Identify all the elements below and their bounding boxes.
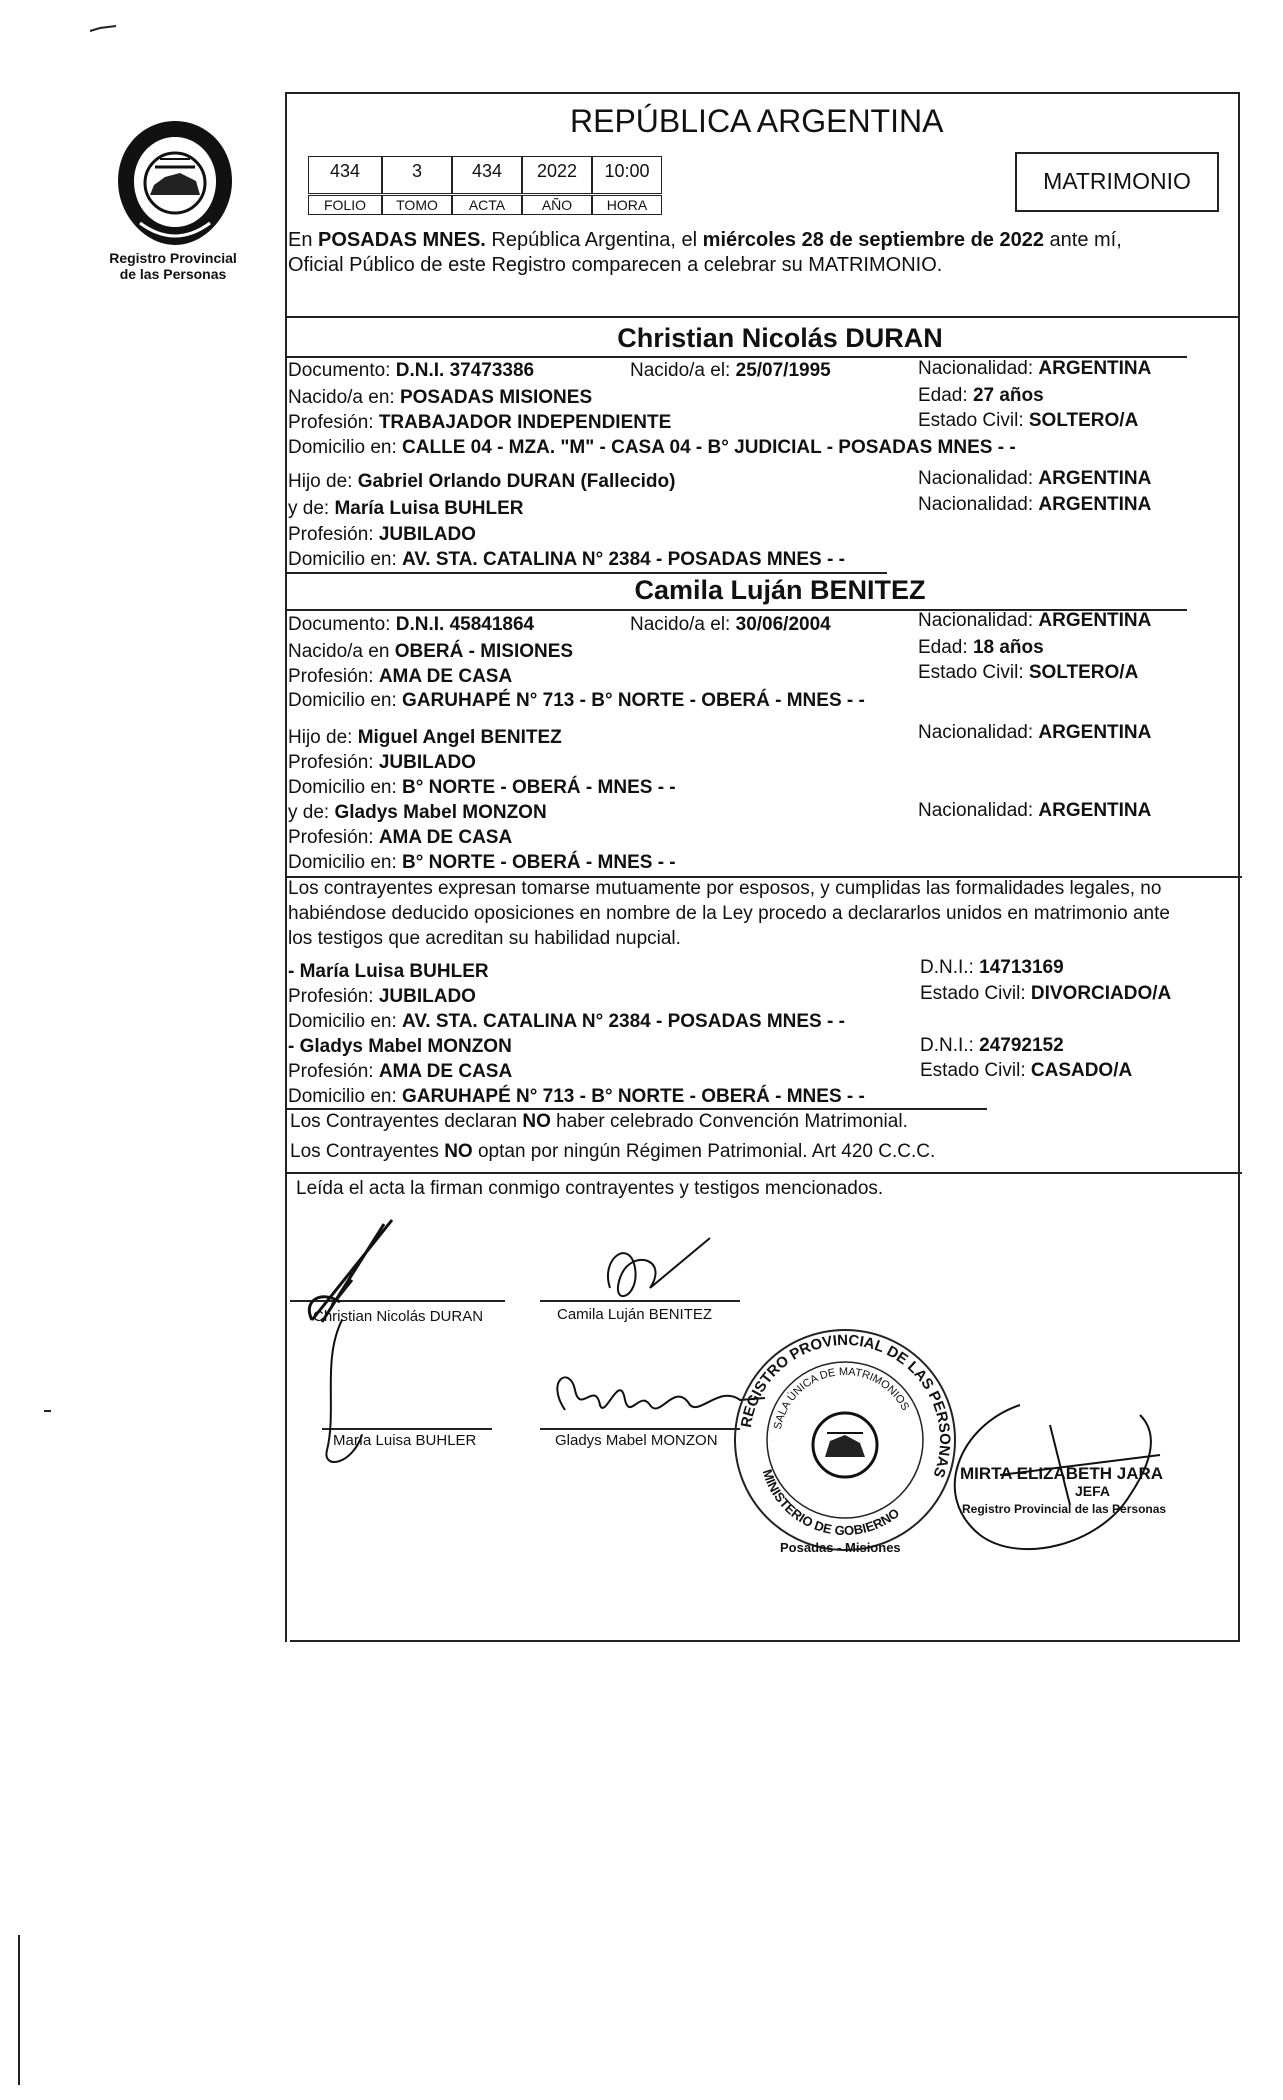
witness2-dni-label: D.N.I.: (920, 1035, 980, 1056)
tomo-label: TOMO (382, 195, 452, 215)
hora-value: 10:00 (592, 156, 662, 194)
stamp-emblem-icon (813, 1413, 877, 1477)
groom-birthplace (288, 387, 592, 409)
convention2-post: optan por ningún Régimen Patrimonial. Art 420 C.C.C. (472, 1141, 936, 1162)
bride-mother-nat-value: ARGENTINA (1038, 800, 1152, 821)
bride-name: Camila Luján BENITEZ (634, 575, 926, 605)
witness-section-underline (287, 1108, 987, 1110)
frame-left (285, 92, 287, 1642)
witness1-addr-value: AV. STA. CATALINA N° 2384 - POSADAS MNES - - (402, 1011, 845, 1032)
groom-addr-label: Domicilio en: (288, 437, 403, 458)
bride-mother-address (288, 852, 676, 874)
bride-father-addr-value: B° NORTE - OBERÁ - MNES - - (402, 777, 676, 798)
hora-label: HORA (592, 195, 662, 215)
bride-addr-label: Domicilio en: (288, 690, 403, 711)
convention2-no: NO (444, 1141, 473, 1162)
bride-age-label: Edad: (918, 637, 973, 658)
stamp-outer-text: REGISTRO PROVINCIAL DE LAS PERSONAS (737, 1331, 954, 1480)
bride-father-profession (288, 752, 476, 774)
groom-birthplace-value: POSADAS MISIONES (399, 387, 593, 408)
convention2-pre: Los Contrayentes (290, 1141, 445, 1162)
groom-age-label: Edad: (918, 385, 973, 406)
bride-civil-status (918, 662, 1138, 684)
acta-label: ACTA (452, 195, 522, 215)
registry-caption-line2: de las Personas (119, 266, 227, 282)
provincial-seal (110, 115, 240, 250)
groom-parents-prof-value: JUBILADO (378, 524, 476, 545)
witness1-name: - María Luisa BUHLER (288, 961, 489, 982)
witness1-civil-status (920, 983, 1171, 1005)
groom-civil-value: SOLTERO/A (1028, 410, 1139, 431)
groom-mother-nationality (918, 494, 1151, 516)
bride-father-prof-value: JUBILADO (378, 752, 476, 773)
witness1-addr-label: Domicilio en: (288, 1011, 403, 1032)
stamp-inner-text: SALA ÚNICA DE MATRIMONIOS (771, 1365, 912, 1431)
witness1-address (288, 1011, 845, 1033)
registry-caption-line1: Registro Provincial (109, 250, 237, 266)
official-title: JEFA (1075, 1483, 1111, 1499)
bride-mother-value: Gladys Mabel MONZON (334, 802, 547, 823)
groom-profession (288, 412, 671, 434)
groom-birthdate-value: 25/07/1995 (735, 360, 831, 381)
groom-birthdate (630, 360, 831, 382)
groom-nat-value: ARGENTINA (1038, 358, 1152, 379)
scan-mark-icon (88, 25, 118, 33)
bride-father-address (288, 777, 676, 799)
bride-prof-label: Profesión: (288, 666, 379, 687)
groom-birthplace-label: Nacido/a en: (288, 387, 400, 408)
witness1-profession (288, 986, 476, 1008)
bride-mother-addr-label: Domicilio en: (288, 852, 403, 873)
groom-parents-addr-value: AV. STA. CATALINA N° 2384 - POSADAS MNES - - (402, 549, 845, 570)
bride-mother-prof-label: Profesión: (288, 827, 379, 848)
groom-father-value: Gabriel Orlando DURAN (Fallecido) (357, 471, 676, 492)
groom-mother-value: María Luisa BUHLER (334, 498, 524, 519)
frame-bottom (290, 1640, 1240, 1642)
intro-line2: Oficial Público de este Registro comparecen a celebrar su MATRIMONIO. (288, 254, 943, 276)
witness2-prof-label: Profesión: (288, 1061, 379, 1082)
intro-pre: En (288, 229, 319, 251)
bride-doc-label: Documento: (288, 614, 396, 635)
convention1-pre: Los Contrayentes declaran (290, 1111, 523, 1132)
left-margin-vertical (18, 1935, 20, 2085)
convention-divider (287, 1172, 1242, 1174)
bride-doc-value: D.N.I. 45841864 (395, 614, 535, 635)
declaration-line1: Los contrayentes expresan tomarse mutuamente por esposos, y cumplidas las formalidades legales, no (288, 878, 1162, 899)
bride-mother-profession (288, 827, 512, 849)
bride-father-prof-label: Profesión: (288, 752, 379, 773)
groom-prof-label: Profesión: (288, 412, 379, 433)
witness2-name: - Gladys Mabel MONZON (288, 1036, 512, 1057)
bride-father (288, 727, 562, 749)
bride-civil-label: Estado Civil: (918, 662, 1029, 683)
witness2-dni-value: 24792152 (979, 1035, 1064, 1056)
groom-parents-addr-label: Domicilio en: (288, 549, 403, 570)
convention-line1 (290, 1111, 908, 1133)
bride-addr-value: GARUHAPÉ N° 713 - B° NORTE - OBERÁ - MNES - - (402, 690, 865, 711)
groom-name: Christian Nicolás DURAN (617, 323, 943, 353)
tomo-value: 3 (382, 156, 452, 194)
groom-parents-profession (288, 524, 476, 546)
groom-father-label: Hijo de: (288, 471, 358, 492)
groom-nat-label: Nacionalidad: (918, 358, 1039, 379)
bride-nationality (918, 610, 1151, 632)
bride-birthplace (288, 641, 573, 663)
bride-father-value: Miguel Angel BENITEZ (357, 727, 562, 748)
groom-mother-nat-label: Nacionalidad: (918, 494, 1039, 515)
witness1-dni (920, 957, 1064, 979)
groom-nationality (918, 358, 1151, 380)
convention1-post: haber celebrado Convención Matrimonial. (550, 1111, 908, 1132)
bride-signature-label: Camila Luján BENITEZ (557, 1306, 713, 1323)
convention1-no: NO (522, 1111, 551, 1132)
witness1-dni-value: 14713169 (979, 957, 1064, 978)
groom-parents-address (288, 549, 845, 571)
groom-address (288, 437, 1016, 459)
groom-prof-value: TRABAJADOR INDEPENDIENTE (378, 412, 672, 433)
witness1-prof-value: JUBILADO (378, 986, 476, 1007)
witness2-dni (920, 1035, 1064, 1057)
declaration-line2: habiéndose deducido oposiciones en nombre de la Ley procedo a declararlos unidos en matrimonio ante (288, 903, 1170, 924)
closing-text: Leída el acta la firman conmigo contrayentes y testigos mencionados. (296, 1178, 884, 1199)
bride-mother-addr-value: B° NORTE - OBERÁ - MNES - - (402, 852, 676, 873)
bride-address (288, 690, 865, 712)
bride-age-value: 18 años (972, 637, 1044, 658)
groom-addr-value: CALLE 04 - MZA. "M" - CASA 04 - B° JUDICIAL - POSADAS MNES - - (402, 437, 1016, 458)
witness2-signature-label: Gladys Mabel MONZON (555, 1432, 718, 1449)
intro-place: POSADAS MNES. (318, 229, 486, 251)
ano-value: 2022 (522, 156, 592, 194)
bride-age (918, 637, 1044, 659)
ano-label: AÑO (522, 195, 592, 215)
groom-father-nationality (918, 468, 1151, 490)
groom-civil-status (918, 410, 1138, 432)
witness1-civil-value: DIVORCIADO/A (1030, 983, 1172, 1004)
groom-signature-label: Christian Nicolás DURAN (313, 1308, 484, 1325)
left-margin-mark (44, 1410, 51, 1412)
groom-doc-value: D.N.I. 37473386 (395, 360, 535, 381)
record-type: MATRIMONIO (1043, 168, 1191, 194)
groom-mother (288, 498, 523, 520)
bride-mother-prof-value: AMA DE CASA (378, 827, 513, 848)
bride-birthplace-label: Nacido/a en (288, 641, 395, 662)
stamp-bottom-text: MINISTERIO DE GOBIERNO (759, 1467, 903, 1539)
bride-mother (288, 802, 547, 824)
bride-prof-value: AMA DE CASA (378, 666, 513, 687)
registry-stamp (730, 1325, 960, 1555)
groom-doc-label: Documento: (288, 360, 396, 381)
bride-birthdate-value: 30/06/2004 (735, 614, 831, 635)
header-divider (285, 316, 1240, 318)
bride-document (288, 614, 534, 636)
witness2-profession (288, 1061, 512, 1083)
witness1-signature-label: María Luisa BUHLER (333, 1432, 477, 1449)
bride-profession (288, 666, 512, 688)
witness2-addr-label: Domicilio en: (288, 1086, 403, 1107)
groom-parents-prof-label: Profesión: (288, 524, 379, 545)
bride-father-label: Hijo de: (288, 727, 358, 748)
scan-mark (88, 20, 118, 28)
intro-post: ante mí, (1043, 229, 1122, 251)
bride-civil-value: SOLTERO/A (1028, 662, 1139, 683)
groom-mother-label: y de: (288, 498, 335, 519)
witness1-prof-label: Profesión: (288, 986, 379, 1007)
groom-section-underline (287, 572, 887, 574)
bride-father-nat-value: ARGENTINA (1038, 722, 1152, 743)
bride-birthdate-label: Nacido/a el: (630, 614, 736, 635)
groom-father-nat-value: ARGENTINA (1038, 468, 1152, 489)
frame-top (285, 92, 1240, 94)
bride-father-addr-label: Domicilio en: (288, 777, 403, 798)
bride-mother-nat-label: Nacionalidad: (918, 800, 1039, 821)
groom-age-value: 27 años (972, 385, 1044, 406)
bride-nat-label: Nacionalidad: (918, 610, 1039, 631)
stamp-city: Posadas - Misiones (780, 1540, 901, 1555)
groom-signature (292, 1210, 412, 1480)
registry-caption (98, 250, 248, 282)
intro-date: miércoles 28 de septiembre de 2022 (702, 229, 1044, 251)
groom-civil-label: Estado Civil: (918, 410, 1029, 431)
groom-document (288, 360, 534, 382)
official-name: MIRTA ELIZABETH JARA (960, 1464, 1164, 1483)
groom-father-nat-label: Nacionalidad: (918, 468, 1039, 489)
official-org: Registro Provincial de las Personas (962, 1502, 1167, 1516)
country-title: REPÚBLICA ARGENTINA (570, 103, 944, 139)
groom-mother-nat-value: ARGENTINA (1038, 494, 1152, 515)
witness2-prof-value: AMA DE CASA (378, 1061, 513, 1082)
bride-nat-value: ARGENTINA (1038, 610, 1152, 631)
witness2-address (288, 1086, 865, 1108)
witness2-addr-value: GARUHAPÉ N° 713 - B° NORTE - OBERÁ - MNES - - (402, 1086, 865, 1107)
intro-mid: República Argentina, el (485, 229, 703, 251)
bride-signature (590, 1228, 720, 1318)
convention-line2 (290, 1141, 935, 1163)
groom-age (918, 385, 1044, 407)
groom-birthdate-label: Nacido/a el: (630, 360, 736, 381)
groom-father (288, 471, 675, 493)
acta-value: 434 (452, 156, 522, 194)
bride-father-nat-label: Nacionalidad: (918, 722, 1039, 743)
witness1-dni-label: D.N.I.: (920, 957, 980, 978)
witness2-civil-value: CASADO/A (1030, 1060, 1133, 1081)
bride-birthplace-value: OBERÁ - MISIONES (394, 641, 574, 662)
folio-label: FOLIO (308, 195, 382, 215)
bride-mother-label: y de: (288, 802, 335, 823)
witness2-civil-status (920, 1060, 1132, 1082)
bride-mother-nationality (918, 800, 1151, 822)
intro-line1 (288, 229, 1122, 251)
folio-value: 434 (308, 156, 382, 194)
provincial-seal-icon (110, 115, 240, 250)
witness1-civil-label: Estado Civil: (920, 983, 1031, 1004)
declaration-line3: los testigos que acreditan su habilidad nupcial. (288, 928, 681, 949)
bride-birthdate (630, 614, 831, 636)
bride-father-nationality (918, 722, 1151, 744)
witness2-civil-label: Estado Civil: (920, 1060, 1031, 1081)
